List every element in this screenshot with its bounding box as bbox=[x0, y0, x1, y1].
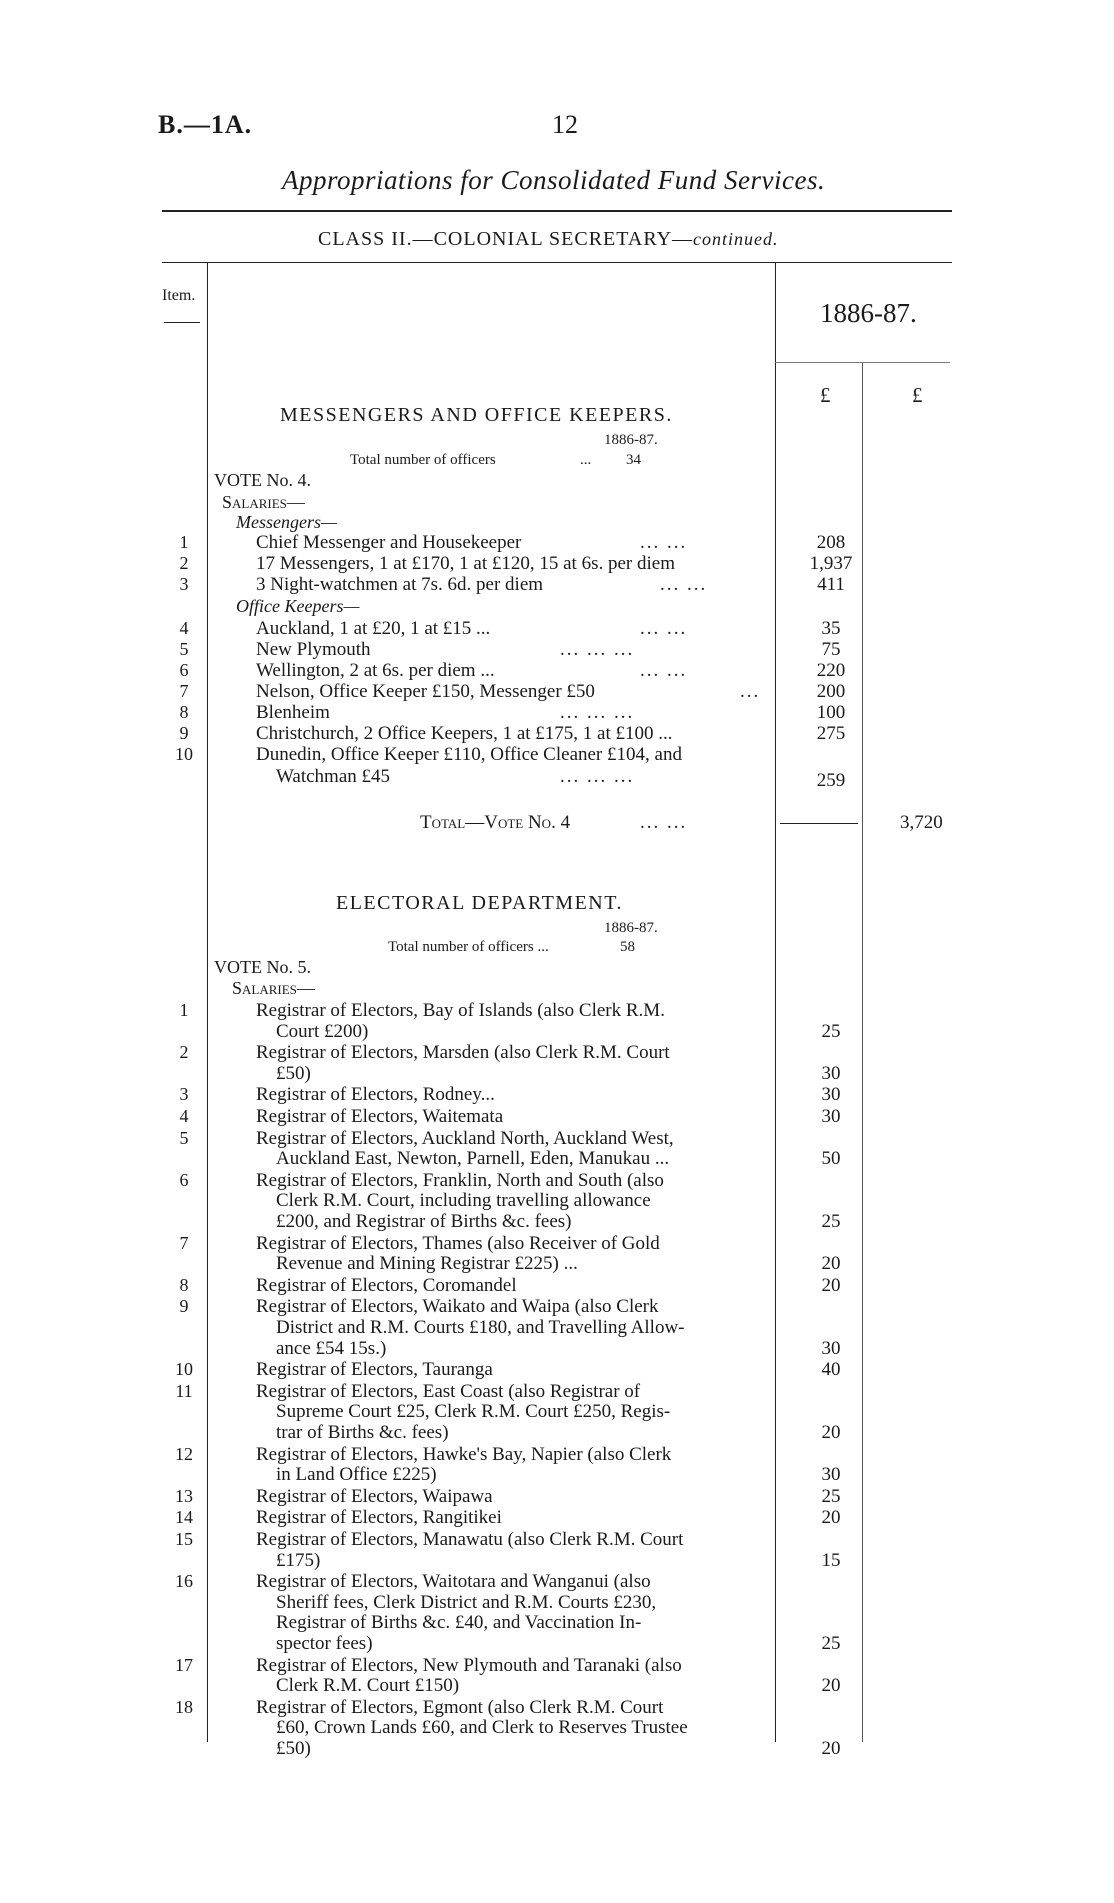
row-description: Registrar of Electors, Waitemata bbox=[256, 1106, 504, 1127]
row-amount: 30 bbox=[821, 1464, 841, 1486]
row-amount: 15 bbox=[821, 1549, 841, 1571]
item-number: 6 bbox=[179, 660, 189, 680]
row-amount: 30 bbox=[821, 1084, 841, 1106]
leader-dots: ... ... bbox=[640, 660, 688, 681]
row-description: Chief Messenger and Housekeeper bbox=[256, 532, 522, 553]
row-amount: 75 bbox=[821, 639, 841, 660]
item-number: 18 bbox=[175, 1696, 193, 1717]
row-description-cont: Registrar of Births &c. £40, and Vaccination In- bbox=[276, 1612, 642, 1634]
row-description: Registrar of Electors, Thames (also Receiver of Gold bbox=[256, 1232, 660, 1254]
row-description: Auckland, 1 at £20, 1 at £15 ... bbox=[256, 618, 491, 639]
row-amount: 20 bbox=[821, 1675, 841, 1697]
vote-no-4: VOTE No. 4. bbox=[214, 470, 311, 490]
row-description-cont: £50) bbox=[276, 1062, 311, 1084]
document-reference: B.—1A. bbox=[158, 110, 253, 139]
vote-4-total-label: Total—Vote No. 4 bbox=[420, 812, 571, 833]
row-description-cont: ance £54 15s.) bbox=[276, 1337, 387, 1359]
item-number: 6 bbox=[179, 1169, 189, 1190]
electoral-officers-label: Total number of officers ... bbox=[388, 939, 549, 955]
top-rule bbox=[162, 210, 952, 212]
row-description: Blenheim bbox=[256, 702, 330, 723]
row-description: Registrar of Electors, Marsden (also Clerk R.M. Court bbox=[256, 1042, 670, 1064]
leader-dots: ... bbox=[740, 681, 761, 702]
row-description-cont: Revenue and Mining Registrar £225) ... bbox=[276, 1253, 578, 1275]
item-header-underline bbox=[164, 322, 200, 323]
messengers-section-title: MESSENGERS AND OFFICE KEEPERS. bbox=[280, 404, 673, 426]
electoral-section-title: ELECTORAL DEPARTMENT. bbox=[336, 892, 623, 914]
row-description-cont: Watchman £45 bbox=[276, 766, 391, 787]
row-description: Registrar of Electors, Tauranga bbox=[256, 1359, 493, 1381]
item-number: 16 bbox=[175, 1571, 193, 1592]
row-description: Registrar of Electors, New Plymouth and Taranaki (also bbox=[256, 1654, 682, 1676]
row-amount: 1,937 bbox=[809, 553, 853, 574]
item-number: 7 bbox=[179, 681, 189, 701]
page-subtitle: Appropriations for Consolidated Fund Services. bbox=[282, 165, 826, 195]
row-description-cont: Sheriff fees, Clerk District and R.M. Courts £230, bbox=[276, 1591, 657, 1613]
row-amount: 208 bbox=[816, 532, 846, 553]
row-description: Registrar of Electors, Rodney... bbox=[256, 1084, 495, 1106]
leader-dots: ... ... ... bbox=[560, 766, 635, 787]
currency-column-1: £ bbox=[820, 383, 831, 407]
row-amount: 25 bbox=[821, 1485, 841, 1507]
vote-no-5: VOTE No. 5. bbox=[214, 957, 311, 977]
row-description: Christchurch, 2 Office Keepers, 1 at £175, 1 at £100 ... bbox=[256, 723, 673, 744]
row-description: Registrar of Electors, Waikato and Waipa (also Clerk bbox=[256, 1296, 659, 1318]
header-rule bbox=[162, 262, 952, 263]
item-number: 2 bbox=[179, 1042, 189, 1063]
class-title: CLASS II.—COLONIAL SECRETARY— bbox=[318, 228, 694, 250]
messengers-salaries-label: Salaries— bbox=[222, 492, 305, 512]
item-column-rule bbox=[207, 262, 208, 1742]
row-description: Registrar of Electors, Egmont (also Clerk R.M. Court bbox=[256, 1696, 664, 1718]
row-description-cont: Supreme Court £25, Clerk R.M. Court £250, Regis- bbox=[276, 1401, 671, 1423]
row-amount: 20 bbox=[821, 1738, 841, 1759]
row-amount: 40 bbox=[821, 1359, 841, 1381]
row-amount: 411 bbox=[817, 574, 845, 595]
row-amount: 259 bbox=[816, 770, 846, 791]
row-amount: 200 bbox=[816, 681, 846, 702]
item-number: 7 bbox=[179, 1232, 189, 1253]
row-amount: 25 bbox=[821, 1020, 841, 1042]
item-number: 17 bbox=[175, 1654, 193, 1675]
row-amount: 50 bbox=[821, 1148, 841, 1170]
messengers-subheading: Messengers— bbox=[236, 512, 337, 532]
item-number: 3 bbox=[179, 574, 189, 594]
item-number: 11 bbox=[175, 1380, 193, 1401]
row-description-cont: £200, and Registrar of Births &c. fees) bbox=[276, 1211, 572, 1232]
page-number: 12 bbox=[552, 110, 578, 139]
row-description: Registrar of Electors, East Coast (also Registrar of bbox=[256, 1380, 641, 1402]
row-amount: 20 bbox=[821, 1422, 841, 1443]
item-number: 9 bbox=[179, 723, 189, 743]
leader-dots: ... ... bbox=[660, 574, 708, 595]
messengers-officers-dots: ... bbox=[580, 452, 592, 468]
row-description: Registrar of Electors, Bay of Islands (also Clerk R.M. bbox=[256, 1000, 665, 1021]
item-number: 10 bbox=[175, 744, 193, 764]
row-amount: 25 bbox=[821, 1633, 841, 1654]
leader-dots: ... ... bbox=[640, 532, 688, 553]
row-amount: 20 bbox=[821, 1507, 841, 1529]
row-description: Registrar of Electors, Coromandel bbox=[256, 1274, 517, 1296]
total-leader-dots: ... ... bbox=[640, 812, 688, 833]
item-number: 1 bbox=[179, 1000, 189, 1020]
row-description: New Plymouth bbox=[256, 639, 371, 660]
row-amount: 275 bbox=[816, 723, 846, 744]
item-number: 10 bbox=[175, 1359, 193, 1380]
class-heading bbox=[318, 228, 779, 251]
item-column-header: Item. bbox=[162, 287, 196, 304]
class-continued: continued. bbox=[693, 229, 779, 249]
year-column-header: 1886-87. bbox=[820, 298, 917, 328]
electoral-year-label: 1886-87. bbox=[604, 920, 658, 936]
row-description-cont: trar of Births &c. fees) bbox=[276, 1422, 449, 1443]
item-number: 2 bbox=[179, 553, 189, 573]
row-description-cont: £175) bbox=[276, 1549, 321, 1571]
row-amount: 20 bbox=[821, 1274, 841, 1296]
row-description-cont: £50) bbox=[276, 1738, 311, 1759]
row-amount: 20 bbox=[821, 1253, 841, 1275]
item-number: 9 bbox=[179, 1296, 189, 1317]
row-amount: 100 bbox=[816, 702, 846, 723]
currency-column-2: £ bbox=[912, 383, 923, 407]
messengers-officers-label: Total number of officers bbox=[350, 452, 496, 468]
leader-dots: ... ... ... bbox=[560, 702, 635, 723]
item-number: 5 bbox=[179, 1127, 189, 1148]
item-number: 3 bbox=[179, 1084, 189, 1105]
leader-dots: ... ... ... bbox=[560, 639, 635, 660]
row-description: Nelson, Office Keeper £150, Messenger £50 bbox=[256, 681, 595, 702]
item-number: 1 bbox=[179, 532, 189, 552]
row-description: Registrar of Electors, Rangitikei bbox=[256, 1507, 502, 1529]
row-description: Registrar of Electors, Waitotara and Wanganui (also bbox=[256, 1571, 651, 1593]
row-description: Registrar of Electors, Franklin, North and South (also bbox=[256, 1169, 664, 1191]
item-number: 12 bbox=[175, 1443, 193, 1464]
item-number: 4 bbox=[179, 618, 189, 638]
row-description-cont: Clerk R.M. Court £150) bbox=[276, 1675, 460, 1697]
leader-dots: ... ... bbox=[640, 618, 688, 639]
item-number: 14 bbox=[175, 1507, 193, 1528]
row-description: Wellington, 2 at 6s. per diem ... bbox=[256, 660, 495, 681]
office-keepers-subheading: Office Keepers— bbox=[236, 596, 360, 616]
row-description-cont: District and R.M. Courts £180, and Travelling Allow- bbox=[276, 1317, 685, 1338]
year-underline bbox=[775, 362, 950, 363]
item-number: 8 bbox=[179, 1274, 189, 1295]
row-amount: 30 bbox=[821, 1062, 841, 1084]
row-description: Registrar of Electors, Hawke's Bay, Napier (also Clerk bbox=[256, 1443, 672, 1465]
item-number: 5 bbox=[179, 639, 189, 659]
item-number: 8 bbox=[179, 702, 189, 722]
row-description: 3 Night-watchmen at 7s. 6d. per diem bbox=[256, 574, 544, 595]
item-number: 4 bbox=[179, 1106, 189, 1126]
row-description: 17 Messengers, 1 at £170, 1 at £120, 15 at 6s. per diem bbox=[256, 553, 675, 574]
electoral-salaries-label: Salaries— bbox=[232, 978, 315, 998]
row-description-cont: £60, Crown Lands £60, and Clerk to Reserves Trustee bbox=[276, 1717, 688, 1739]
row-amount: 35 bbox=[821, 618, 841, 639]
row-description: Registrar of Electors, Auckland North, Auckland West, bbox=[256, 1127, 674, 1149]
row-amount: 30 bbox=[821, 1106, 841, 1127]
row-description: Registrar of Electors, Manawatu (also Clerk R.M. Court bbox=[256, 1529, 684, 1550]
electoral-officers-count: 58 bbox=[620, 939, 635, 955]
row-description-cont: in Land Office £225) bbox=[276, 1464, 437, 1486]
messengers-officers-count: 34 bbox=[626, 452, 641, 468]
row-amount: 220 bbox=[816, 660, 846, 681]
messengers-year-label: 1886-87. bbox=[604, 432, 658, 448]
item-number: 15 bbox=[175, 1529, 193, 1549]
row-amount: 25 bbox=[821, 1211, 841, 1232]
item-number: 13 bbox=[175, 1485, 193, 1506]
row-description: Registrar of Electors, Waipawa bbox=[256, 1485, 493, 1507]
subtotal-rule bbox=[780, 823, 858, 824]
row-description-cont: Auckland East, Newton, Parnell, Eden, Manukau ... bbox=[276, 1148, 670, 1170]
row-description-cont: spector fees) bbox=[276, 1633, 373, 1654]
row-description-cont: Court £200) bbox=[276, 1020, 369, 1042]
vote-4-total-amount: 3,720 bbox=[900, 812, 943, 833]
row-description: Dunedin, Office Keeper £110, Office Cleaner £104, and bbox=[256, 744, 682, 765]
row-description-cont: Clerk R.M. Court, including travelling allowance bbox=[276, 1190, 651, 1212]
row-amount: 30 bbox=[821, 1337, 841, 1359]
